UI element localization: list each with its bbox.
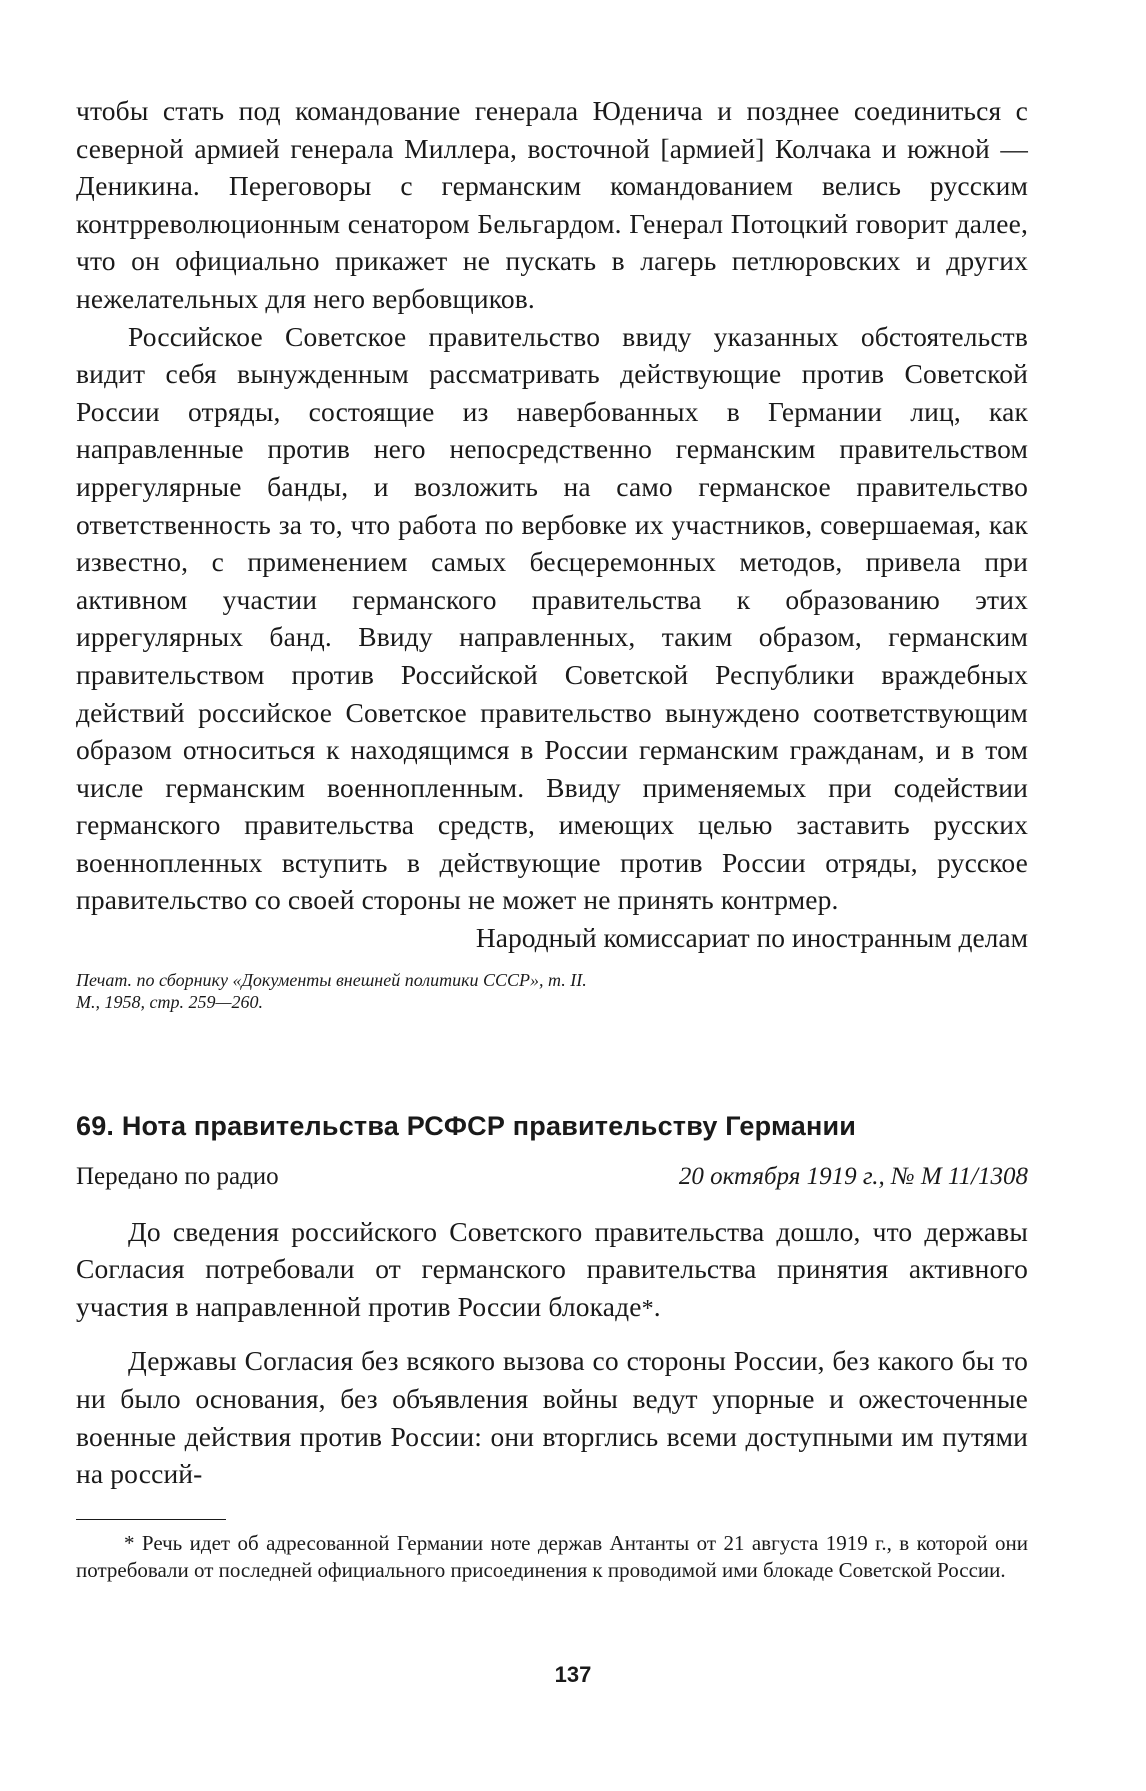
footnote: * Речь идет об адресованной Германии ноте держав Антанты от 21 августа 1919 г., в которой они потребовали от последней официального присоединения к проводимой ими блокаде Советской России. bbox=[76, 1530, 1028, 1582]
doc69-paragraph-2: Державы Согласия без всякого вызова со стороны России, без какого бы то ни было основания, без объявления войны ведут упорные и ожесточенные военные действия против России: они вторглись всеми доступными им путями на россий- bbox=[76, 1345, 1028, 1490]
doc68-paragraph-1: чтобы стать под командование генерала Юденича и позднее соединиться с северной армией генерала Миллера, восточной [армией] Колчака и южной — Деникина. Переговоры с германским командованием велись русским контрреволюционным сенатором Бельгардом. Генерал Потоцкий говорит далее, что он официально прикажет не пускать в лагерь петлюровских и других нежелательных для него вербовщиков. bbox=[76, 95, 1028, 314]
footnote-marker: * bbox=[641, 1295, 654, 1322]
page-content bbox=[76, 92, 1028, 1584]
doc69-paragraph-1-text: До сведения российского Советского правительства дошло, что державы Согласия потребовали от германского правительства принятия активного участия в направленной против России блокаде bbox=[76, 1215, 1028, 1322]
doc69-body bbox=[76, 1213, 1028, 1493]
doc69-transmission-method: Передано по радио bbox=[76, 1162, 279, 1190]
doc69-dateline bbox=[76, 1161, 1028, 1193]
page-number: 137 bbox=[554, 1662, 592, 1687]
footnote-divider bbox=[76, 1519, 226, 1520]
doc69-heading: 69. Нота правительства РСФСР правительству Германии bbox=[76, 1110, 857, 1141]
doc68-paragraph-2: Российское Советское правительство ввиду указанных обстоятельств видит себя вынужденным рассматривать действующие против Советской России отряды, состоящие из навербованных в Германии лиц, как направленные против него непосредственно германским правительством иррегулярные банды, и возложить на само германское правительство ответственность за то, что работа по вербовке их участников, совершаемая, как известно, с применением самых бесцеремонных методов, привела при активном участии германского правительства к образованию этих иррегулярных банд. Ввиду направленных, таким образом, германским правительством против Российской Советской Республики враждебных действий российское Советское правительство вынуждено соответствующим образом относиться к находящимся в России германским гражданам, и в том числе германским военнопленным. Ввиду применяемых при содействии германского правительства средств, имеющих целью заставить русских военнопленных вступить в действующие против России отряды, русское правительство со своей стороны не может не принять контрмер. bbox=[76, 320, 1028, 916]
doc68-signature: Народный комиссариат по иностранным делам bbox=[475, 922, 1028, 954]
doc69-date-number: 20 октября 1919 г., № М 11/1308 bbox=[678, 1162, 1028, 1190]
doc69-paragraph-1-end: . bbox=[653, 1290, 661, 1322]
doc69-paragraph-1 bbox=[76, 1213, 1028, 1329]
doc68-source-note: Печат. по сборнику «Документы внешней политики СССР», т. II. М., 1958, стр. 259—260. bbox=[76, 969, 587, 1012]
